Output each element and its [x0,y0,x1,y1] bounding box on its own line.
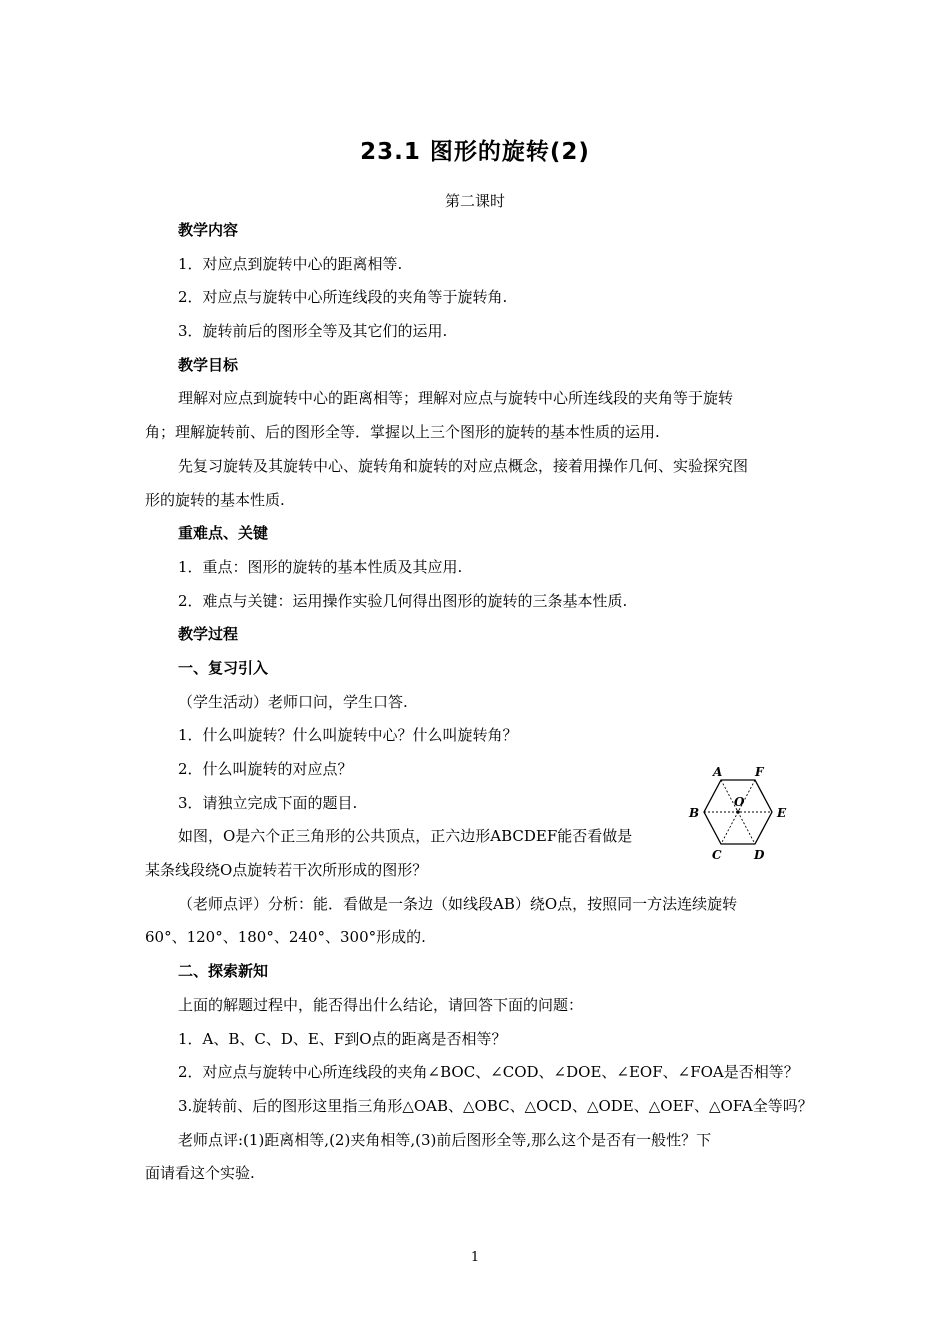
section-heading-goal: 教学目标 [178,355,239,374]
goal-paragraph-2-line-2: 形的旋转的基本性质. [145,490,285,509]
explore-line-4: 3.旋转前、后的图形这里指三角形△OAB、△OBC、△OCD、△ODE、△OEF、△OFA全等吗？ [178,1096,813,1115]
label-c: C [712,848,722,862]
review-line-4: 3．请独立完成下面的题目. [178,793,358,812]
section-heading-process: 教学过程 [178,625,239,644]
page-number: 1 [470,1250,480,1265]
final-comment-line-1: 老师点评:(1)距离相等,(2)夹角相等,(3)前后图形全等,那么这个是否有一般性？下 [178,1130,712,1149]
review-line-3: 2．什么叫旋转的对应点？ [178,760,353,778]
final-comment-line-2: 面请看这个实验. [145,1164,255,1183]
goal-paragraph-2-line-1: 先复习旋转及其旋转中心、旋转角和旋转的对应点概念，接着用操作几何、实验探究图 [178,456,749,475]
content-item-3: 3．旋转前后的图形全等及其它们的运用. [178,322,448,341]
page-subtitle: 第二课时 [444,192,505,210]
label-f: F [755,765,764,779]
goal-paragraph-1-line-1: 理解对应点到旋转中心的距离相等；理解对应点与旋转中心所连线段的夹角等于旋转 [178,389,734,408]
hexagon-figure [683,764,793,864]
subsection-heading-explore: 二、探索新知 [178,962,269,981]
label-o: O [734,795,745,809]
document-body [145,219,813,1196]
subsection-heading-review: 一、复习引入 [178,658,269,677]
label-e: E [777,806,787,820]
section-heading-content: 教学内容 [178,221,239,239]
explore-line-2: 1．A、B、C、D、E、F到O点的距离是否相等？ [178,1029,507,1048]
review-line-1: （学生活动）老师口问，学生口答. [178,692,408,711]
explore-line-3: 2．对应点与旋转中心所连线段的夹角∠BOC、∠COD、∠DOE、∠EOF、∠FOA是否相等？ [178,1063,799,1082]
problem-line-2: 某条线段绕O点旋转若干次所形成的图形？ [145,861,428,880]
label-b: B [689,806,700,820]
content-item-1: 1．对应点到旋转中心的距离相等. [178,254,403,273]
review-line-2: 1．什么叫旋转？什么叫旋转中心？什么叫旋转角？ [178,726,518,745]
label-a: A [713,765,723,779]
key-item-1: 1．重点：图形的旋转的基本性质及其应用. [178,557,463,576]
comment-line-2: 60°、120°、180°、240°、300°形成的. [145,928,426,947]
key-item-2: 2．难点与关键：运用操作实验几何得出图形的旋转的三条基本性质. [178,591,628,610]
label-d: D [754,848,765,862]
explore-line-1: 上面的解题过程中，能否得出什么结论，请回答下面的问题： [178,995,584,1014]
problem-line-1: 如图，O是六个正三角形的公共顶点，正六边形ABCDEF能否看做是 [178,827,633,846]
content-item-2: 2．对应点与旋转中心所连线段的夹角等于旋转角. [178,288,508,307]
comment-line-1: （老师点评）分析：能．看做是一条边（如线段AB）绕O点，按照同一方法连续旋转 [178,894,738,913]
section-heading-key: 重难点、关键 [178,524,269,543]
goal-paragraph-1-line-2: 角；理解旋转前、后的图形全等．掌握以上三个图形的旋转的基本性质的运用. [145,423,660,442]
center-point-o [736,810,740,814]
page-title: 23.1 图形的旋转(2) [360,139,590,165]
